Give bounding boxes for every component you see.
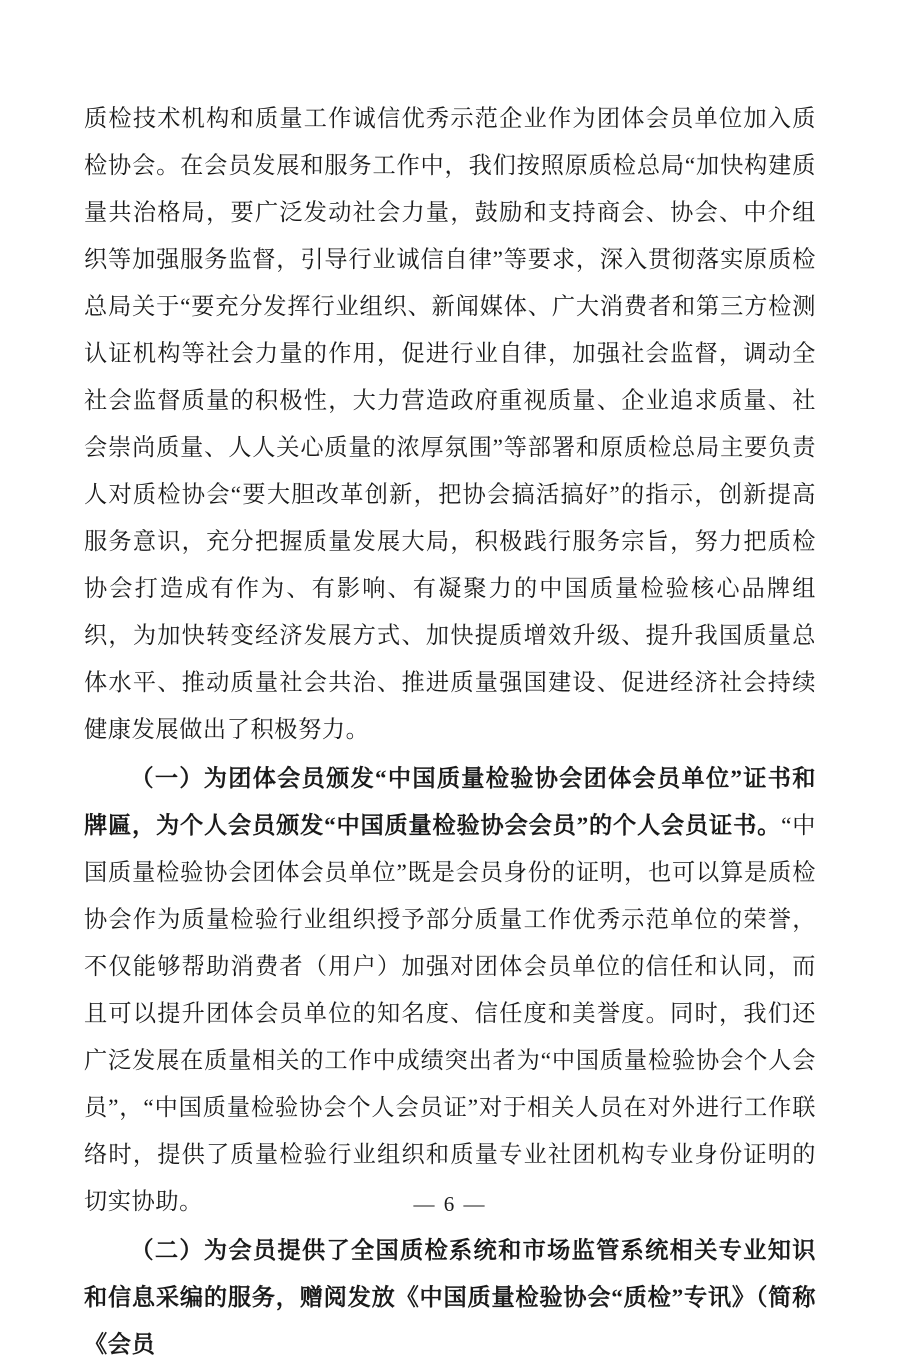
page-number: — 6 — bbox=[413, 1192, 487, 1216]
page-body bbox=[84, 96, 816, 1369]
paragraph-item-2-lead: （二）为会员提供了全国质检系统和市场监管系统相关专业知识和信息采编的服务，赠阅发放《中国质量检验协会“质检”专讯》（简称《会员 bbox=[84, 1238, 816, 1358]
paragraph-item-1 bbox=[84, 756, 816, 1226]
paragraph-item-1-rest: “中国质量检验协会团体会员单位”既是会员身份的证明，也可以算是质检协会作为质量检验行业组织授予部分质量工作优秀示范单位的荣誉，不仅能够帮助消费者（用户）加强对团体会员单位的信任和认同，而且可以提升团体会员单位的知名度、信任度和美誉度。同时，我们还广泛发展在质量相关的工作中成绩突出者为“中国质量检验协会个人会员”，“中国质量检验协会个人会员证”对于相关人员在对外进行工作联络时，提供了质量检验行业组织和质量专业社团机构专业身份证明的切实协助。 bbox=[84, 813, 816, 1215]
paragraph-item-2 bbox=[84, 1228, 816, 1369]
paragraph-continuation: 质检技术机构和质量工作诚信优秀示范企业作为团体会员单位加入质检协会。在会员发展和服务工作中，我们按照原质检总局“加快构建质量共治格局，要广泛发动社会力量，鼓励和支持商会、协会、中介组织等加强服务监督，引导行业诚信自律”等要求，深入贯彻落实原质检总局关于“要充分发挥行业组织、新闻媒体、广大消费者和第三方检测认证机构等社会力量的作用，促进行业自律，加强社会监督，调动全社会监督质量的积极性，大力营造政府重视质量、企业追求质量、社会崇尚质量、人人关心质量的浓厚氛围”等部署和原质检总局主要负责人对质检协会“要大胆改革创新，把协会搞活搞好”的指示，创新提高服务意识，充分把握质量发展大局，积极践行服务宗旨，努力把质检协会打造成有作为、有影响、有凝聚力的中国质量检验核心品牌组织，为加快转变经济发展方式、加快提质增效升级、提升我国质量总体水平、推动质量社会共治、推进质量强国建设、促进经济社会持续健康发展做出了积极努力。 bbox=[84, 106, 816, 743]
paragraph-item-1-lead: （一）为团体会员颁发“中国质量检验协会团体会员单位”证书和牌匾，为个人会员颁发“中国质量检验协会会员”的个人会员证书。 bbox=[84, 766, 816, 839]
